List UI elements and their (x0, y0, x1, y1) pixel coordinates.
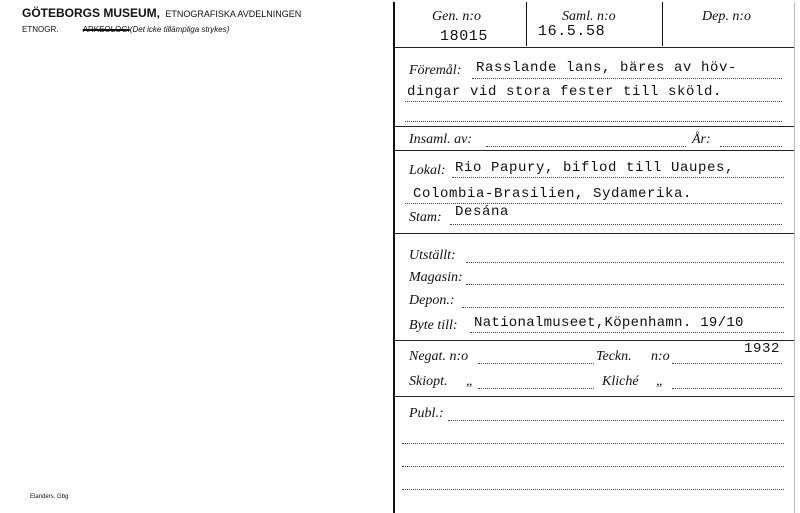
lokal-line-1: Rio Papury, biflod till Uaupes, (455, 160, 735, 176)
byte-dots (470, 332, 784, 333)
skiopt-label: Skiopt. (409, 374, 448, 389)
publ-dots-3 (402, 466, 784, 467)
stam-dots (450, 224, 782, 225)
dep-number-label: Dep. n:o (702, 9, 751, 24)
stam-value: Desána (455, 204, 510, 220)
rule-header (395, 47, 794, 48)
stam-label: Stam: (409, 210, 442, 225)
publ-dots-4 (402, 489, 784, 490)
insaml-dots (486, 146, 686, 147)
card-left-border (393, 2, 395, 513)
gen-number-value: 18015 (440, 28, 489, 45)
department-name: ETNOGRAFISKA AVDELNINGEN (165, 9, 302, 19)
depon-dots (462, 307, 784, 308)
teckn-label: Teckn. (596, 349, 632, 364)
foremal-label: Föremål: (409, 63, 462, 78)
rule-byte (395, 340, 794, 341)
rule-stam (395, 233, 794, 234)
depon-label: Depon.: (409, 293, 455, 308)
lokal-label: Lokal: (409, 163, 446, 178)
publ-dots-2 (402, 443, 784, 444)
rule-foremal (395, 126, 794, 127)
byte-year: 1932 (744, 341, 781, 357)
utstallt-dots (466, 262, 784, 263)
section-line (22, 25, 229, 34)
museum-name (22, 6, 301, 20)
foremal-line-1: Rasslande lans, bäres av höv- (476, 60, 738, 76)
printer-mark: Elanders, Gbg (30, 494, 69, 500)
foremal-dots-1 (472, 78, 782, 79)
byte-value: Nationalmuseet,Köpenhamn. 19/10 (474, 315, 744, 331)
foremal-dots-2 (405, 101, 782, 102)
publ-label: Publ.: (409, 406, 444, 421)
utstallt-label: Utställt: (409, 248, 456, 263)
byte-label: Byte till: (409, 318, 458, 333)
insaml-label: Insaml. av: (409, 132, 472, 147)
section-name: ETNOGR. (22, 25, 59, 34)
foremal-dots-3 (405, 121, 782, 122)
gen-number-label: Gen. n:o (432, 9, 481, 24)
saml-number-label: Saml. n:o (562, 9, 616, 24)
lokal-line-2: Colombia-Brasilien, Sydamerika. (413, 186, 693, 202)
cell-divider-1 (526, 2, 527, 46)
cell-divider-2 (662, 2, 663, 46)
rule-insaml (395, 150, 794, 151)
ar-dots (720, 146, 782, 147)
negat-dots (478, 363, 594, 364)
lokal-dots-1 (452, 177, 784, 178)
negat-label: Negat. n:o (409, 349, 469, 364)
foremal-line-2: dingar vid stora fester till sköld. (407, 84, 723, 100)
struck-section: ARKEOLOGI (82, 25, 130, 34)
teckn-dots (672, 363, 782, 364)
rule-skiopt (395, 396, 794, 397)
kliche-dots (672, 388, 782, 389)
magasin-label: Magasin: (409, 270, 463, 285)
skiopt-dots (478, 388, 594, 389)
kliche-label: Kliché (602, 374, 639, 389)
saml-number-value: 16.5.58 (538, 23, 606, 40)
magasin-dots (466, 284, 784, 285)
kliche-mark: „ (656, 374, 664, 389)
teckn-number-label: n:o (651, 349, 670, 364)
museum-title: GÖTEBORGS MUSEUM, (22, 6, 161, 20)
publ-dots-1 (448, 420, 784, 421)
skiopt-mark: „ (466, 374, 474, 389)
strike-instruction: (Det icke tillämpliga strykes) (129, 25, 230, 34)
card-right-border (794, 2, 795, 513)
ar-label: År: (692, 132, 711, 147)
